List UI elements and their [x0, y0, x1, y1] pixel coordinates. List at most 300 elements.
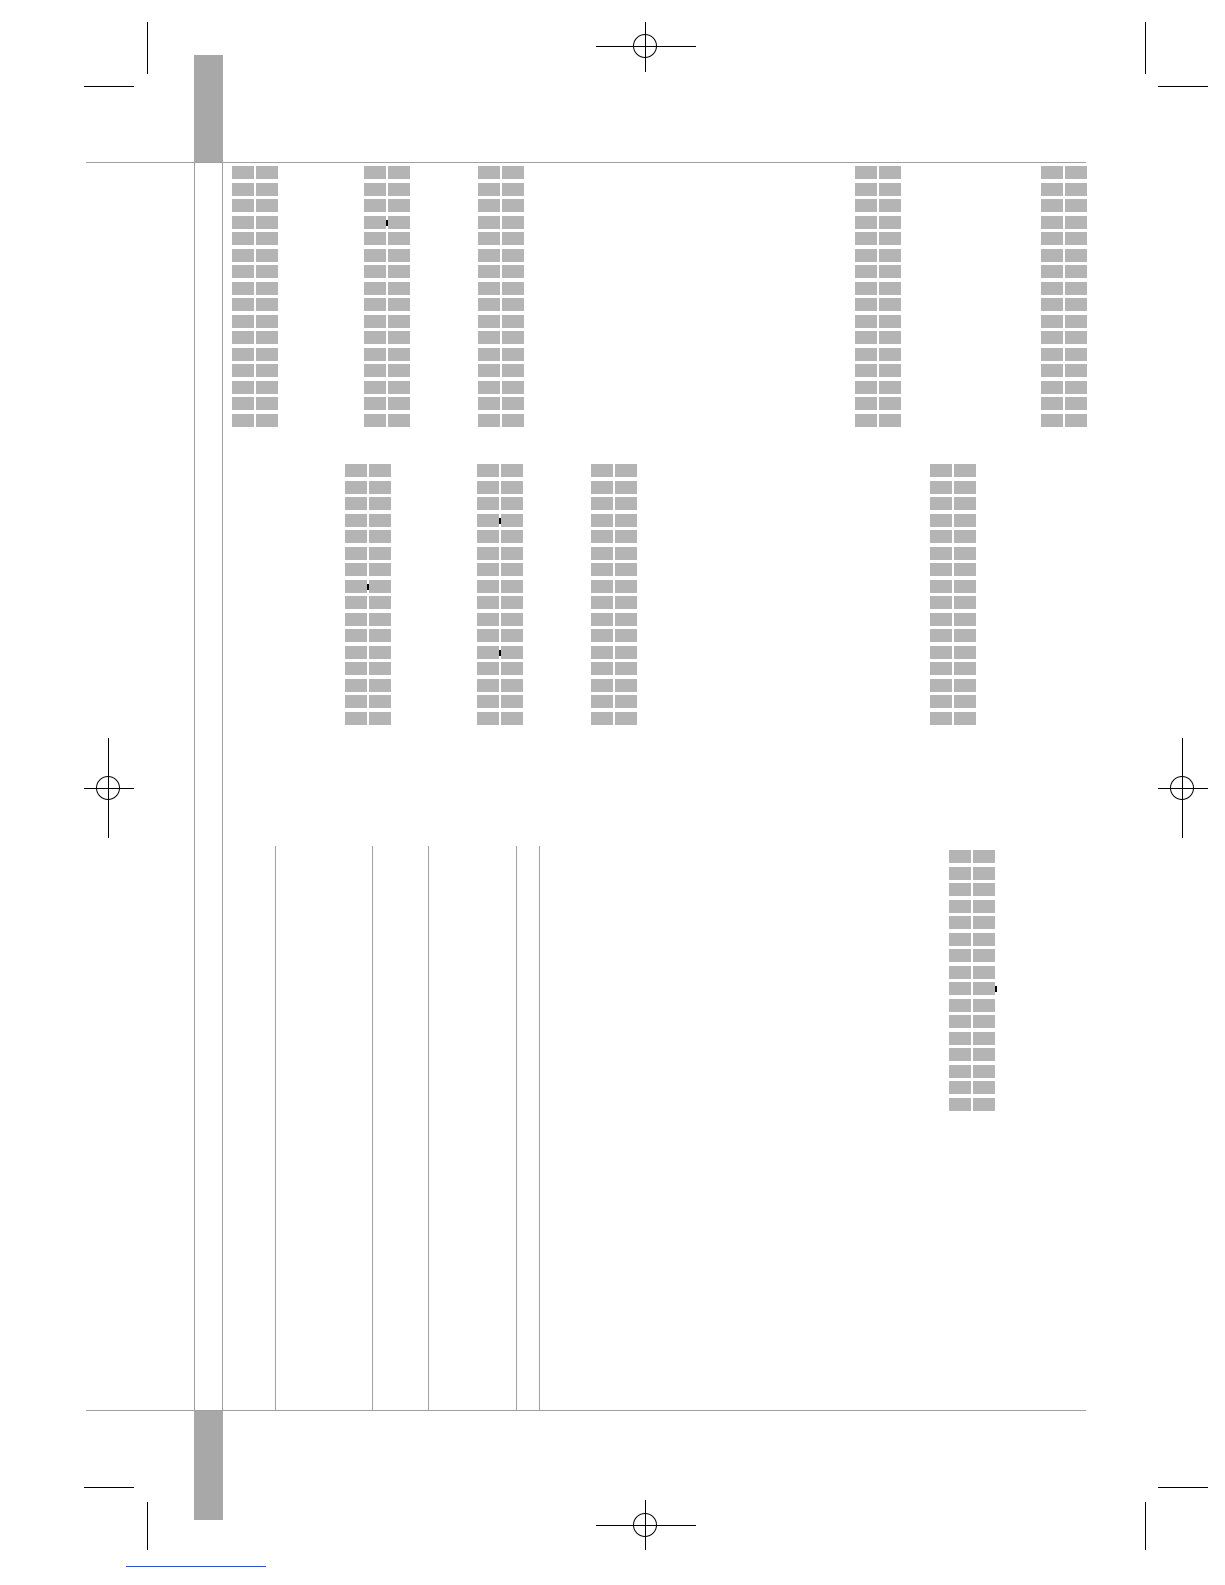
- glyph-block-row: [591, 646, 637, 659]
- glyph-block: [477, 646, 499, 659]
- glyph-block: [502, 315, 524, 328]
- glyph-block: [364, 282, 386, 295]
- table-column-rule: [428, 846, 429, 1410]
- glyph-block-row: [1041, 199, 1087, 212]
- glyph-block: [949, 949, 971, 962]
- glyph-block: [502, 331, 524, 344]
- glyph-block: [615, 646, 637, 659]
- crop-mark: [1158, 86, 1208, 87]
- glyph-block-row: [855, 298, 901, 311]
- glyph-block: [615, 679, 637, 692]
- glyph-block: [855, 265, 877, 278]
- glyph-block: [591, 662, 613, 675]
- glyph-block-row: [1041, 315, 1087, 328]
- glyph-block: [477, 679, 499, 692]
- glyph-block-row: [1041, 265, 1087, 278]
- glyph-block-row: [1041, 216, 1087, 229]
- glyph-block: [1041, 414, 1063, 427]
- glyph-block: [591, 464, 613, 477]
- glyph-block-column: [477, 464, 523, 728]
- glyph-block: [478, 199, 500, 212]
- glyph-block-row: [855, 364, 901, 377]
- glyph-block: [1041, 364, 1063, 377]
- glyph-block: [930, 629, 952, 642]
- glyph-block: [345, 712, 367, 725]
- glyph-block: [930, 580, 952, 593]
- glyph-block: [1065, 183, 1087, 196]
- glyph-block-row: [478, 331, 524, 344]
- glyph-block: [954, 563, 976, 576]
- glyph-block-row: [1041, 249, 1087, 262]
- glyph-block: [501, 646, 523, 659]
- glyph-block-row: [232, 331, 278, 344]
- glyph-block: [949, 867, 971, 880]
- glyph-block: [345, 580, 367, 593]
- glyph-block: [879, 381, 901, 394]
- glyph-block-row: [364, 183, 410, 196]
- glyph-block-row: [232, 397, 278, 410]
- glyph-block: [364, 397, 386, 410]
- glyph-block: [478, 298, 500, 311]
- glyph-block-row: [930, 547, 976, 560]
- glyph-block: [1041, 183, 1063, 196]
- glyph-block-row: [477, 580, 523, 593]
- glyph-block: [615, 530, 637, 543]
- glyph-block: [591, 596, 613, 609]
- glyph-block: [954, 530, 976, 543]
- glyph-block: [591, 497, 613, 510]
- glyph-block-row: [345, 547, 391, 560]
- glyph-block: [930, 596, 952, 609]
- glyph-block: [954, 662, 976, 675]
- glyph-block-row: [1041, 298, 1087, 311]
- glyph-block: [615, 580, 637, 593]
- glyph-block: [591, 481, 613, 494]
- glyph-block: [478, 282, 500, 295]
- glyph-block: [364, 315, 386, 328]
- glyph-block-column: [345, 464, 391, 728]
- glyph-block-row: [477, 530, 523, 543]
- glyph-block-row: [1041, 166, 1087, 179]
- glyph-block: [973, 1065, 995, 1078]
- glyph-block: [954, 596, 976, 609]
- glyph-block-row: [591, 662, 637, 675]
- glyph-block-row: [477, 679, 523, 692]
- glyph-block: [949, 1048, 971, 1061]
- glyph-block-row: [591, 547, 637, 560]
- glyph-block: [879, 282, 901, 295]
- glyph-block: [501, 580, 523, 593]
- glyph-block: [973, 1098, 995, 1111]
- glyph-block: [364, 183, 386, 196]
- glyph-block: [954, 695, 976, 708]
- glyph-block: [345, 464, 367, 477]
- glyph-block: [232, 381, 254, 394]
- glyph-block-row: [478, 397, 524, 410]
- glyph-block-column: [364, 166, 410, 430]
- glyph-block-row: [949, 1015, 995, 1028]
- glyph-block: [949, 850, 971, 863]
- glyph-block-row: [345, 629, 391, 642]
- glyph-block: [501, 613, 523, 626]
- glyph-block-row: [364, 381, 410, 394]
- glyph-block: [879, 232, 901, 245]
- crop-mark: [84, 86, 134, 87]
- glyph-block: [478, 348, 500, 361]
- glyph-block: [369, 662, 391, 675]
- glyph-block: [855, 414, 877, 427]
- glyph-block: [256, 348, 278, 361]
- glyph-block: [930, 547, 952, 560]
- glyph-block: [1065, 232, 1087, 245]
- glyph-block-row: [364, 315, 410, 328]
- glyph-block: [502, 381, 524, 394]
- bottom-gray-tab: [194, 1411, 223, 1520]
- glyph-block-row: [232, 166, 278, 179]
- glyph-block-row: [478, 315, 524, 328]
- glyph-block: [232, 315, 254, 328]
- glyph-block-row: [478, 265, 524, 278]
- glyph-block: [502, 364, 524, 377]
- glyph-block: [232, 397, 254, 410]
- glyph-block: [369, 514, 391, 527]
- glyph-block-row: [855, 381, 901, 394]
- glyph-block-row: [364, 199, 410, 212]
- glyph-block: [591, 563, 613, 576]
- crop-mark: [1145, 1502, 1146, 1550]
- glyph-block-row: [591, 712, 637, 725]
- glyph-block: [615, 613, 637, 626]
- glyph-block: [388, 216, 410, 229]
- glyph-block: [502, 166, 524, 179]
- glyph-block-row: [477, 547, 523, 560]
- glyph-block: [879, 249, 901, 262]
- glyph-block-row: [949, 982, 995, 995]
- glyph-block-row: [478, 183, 524, 196]
- glyph-block: [369, 481, 391, 494]
- glyph-block: [949, 999, 971, 1012]
- glyph-block: [501, 530, 523, 543]
- glyph-block: [256, 216, 278, 229]
- glyph-block: [930, 530, 952, 543]
- glyph-block-row: [345, 662, 391, 675]
- glyph-block: [954, 679, 976, 692]
- glyph-block: [1065, 298, 1087, 311]
- glyph-block-row: [949, 1098, 995, 1111]
- glyph-block-row: [930, 695, 976, 708]
- glyph-block: [1041, 216, 1063, 229]
- glyph-block-row: [345, 646, 391, 659]
- glyph-block-row: [591, 563, 637, 576]
- glyph-block: [364, 331, 386, 344]
- glyph-block: [477, 481, 499, 494]
- glyph-block: [364, 298, 386, 311]
- glyph-block-row: [591, 481, 637, 494]
- glyph-block: [591, 646, 613, 659]
- glyph-block: [954, 464, 976, 477]
- glyph-block-row: [949, 949, 995, 962]
- glyph-block-row: [855, 282, 901, 295]
- glyph-block-row: [345, 596, 391, 609]
- colon-mark: [499, 650, 501, 656]
- glyph-block: [1065, 381, 1087, 394]
- glyph-block: [369, 613, 391, 626]
- glyph-block: [256, 364, 278, 377]
- left-margin-rule: [194, 162, 195, 1411]
- glyph-block: [855, 183, 877, 196]
- glyph-block: [477, 712, 499, 725]
- glyph-block: [949, 1065, 971, 1078]
- glyph-block-row: [232, 232, 278, 245]
- glyph-block-row: [345, 613, 391, 626]
- glyph-block: [879, 216, 901, 229]
- glyph-block: [232, 348, 254, 361]
- glyph-block-row: [477, 596, 523, 609]
- glyph-block: [502, 216, 524, 229]
- glyph-block: [1065, 166, 1087, 179]
- top-rule: [86, 162, 1086, 163]
- glyph-block: [973, 1081, 995, 1094]
- crop-mark: [1145, 22, 1146, 74]
- glyph-block: [855, 282, 877, 295]
- glyph-block-row: [930, 464, 976, 477]
- glyph-block-row: [930, 596, 976, 609]
- glyph-block: [369, 679, 391, 692]
- glyph-block: [345, 530, 367, 543]
- glyph-block-row: [345, 679, 391, 692]
- glyph-block: [478, 397, 500, 410]
- glyph-block: [369, 596, 391, 609]
- glyph-block: [478, 331, 500, 344]
- glyph-block-row: [855, 331, 901, 344]
- glyph-block: [501, 563, 523, 576]
- glyph-block: [855, 315, 877, 328]
- glyph-block-row: [855, 216, 901, 229]
- glyph-block: [232, 364, 254, 377]
- glyph-block-row: [232, 348, 278, 361]
- glyph-block: [930, 679, 952, 692]
- glyph-block: [364, 348, 386, 361]
- glyph-block: [1065, 315, 1087, 328]
- glyph-block: [256, 381, 278, 394]
- glyph-block: [949, 916, 971, 929]
- glyph-block-column: [930, 464, 976, 728]
- glyph-block-row: [478, 414, 524, 427]
- glyph-block: [855, 216, 877, 229]
- glyph-block-row: [232, 199, 278, 212]
- glyph-block: [345, 596, 367, 609]
- crop-mark: [1158, 1487, 1208, 1488]
- glyph-block-row: [477, 695, 523, 708]
- registration-mark-circle: [1170, 776, 1194, 800]
- glyph-block-row: [949, 999, 995, 1012]
- glyph-block-row: [949, 850, 995, 863]
- glyph-block: [369, 497, 391, 510]
- glyph-block: [973, 867, 995, 880]
- glyph-block-row: [949, 1048, 995, 1061]
- glyph-block-row: [591, 514, 637, 527]
- glyph-block-row: [364, 166, 410, 179]
- glyph-block: [949, 1032, 971, 1045]
- glyph-block: [364, 414, 386, 427]
- glyph-block-row: [364, 282, 410, 295]
- glyph-block: [930, 662, 952, 675]
- glyph-block-row: [930, 481, 976, 494]
- glyph-block: [369, 695, 391, 708]
- glyph-block-row: [477, 464, 523, 477]
- colon-mark: [367, 584, 369, 590]
- glyph-block: [345, 679, 367, 692]
- glyph-block: [1041, 249, 1063, 262]
- glyph-block-row: [345, 497, 391, 510]
- glyph-block: [501, 629, 523, 642]
- glyph-block: [369, 580, 391, 593]
- glyph-block: [973, 916, 995, 929]
- glyph-block-row: [478, 166, 524, 179]
- glyph-block-row: [477, 514, 523, 527]
- glyph-block: [502, 348, 524, 361]
- glyph-block: [930, 481, 952, 494]
- glyph-block: [879, 183, 901, 196]
- glyph-block: [615, 695, 637, 708]
- glyph-block-row: [930, 646, 976, 659]
- glyph-block: [591, 695, 613, 708]
- glyph-block: [949, 900, 971, 913]
- glyph-block: [364, 381, 386, 394]
- glyph-block: [345, 563, 367, 576]
- glyph-block-row: [1041, 232, 1087, 245]
- glyph-block: [973, 933, 995, 946]
- glyph-block: [1041, 381, 1063, 394]
- glyph-block: [1065, 199, 1087, 212]
- glyph-block: [364, 364, 386, 377]
- glyph-block: [477, 464, 499, 477]
- glyph-block: [388, 348, 410, 361]
- glyph-block: [256, 232, 278, 245]
- glyph-block: [1065, 265, 1087, 278]
- glyph-block-row: [232, 249, 278, 262]
- glyph-block: [855, 249, 877, 262]
- glyph-block: [591, 580, 613, 593]
- glyph-block-row: [855, 232, 901, 245]
- glyph-block: [949, 966, 971, 979]
- glyph-block: [364, 232, 386, 245]
- glyph-block: [591, 530, 613, 543]
- glyph-block-row: [478, 348, 524, 361]
- glyph-block: [256, 298, 278, 311]
- glyph-block-row: [1041, 348, 1087, 361]
- table-column-rule: [275, 846, 276, 1410]
- glyph-block-row: [478, 199, 524, 212]
- glyph-block: [345, 646, 367, 659]
- colon-mark: [386, 220, 388, 226]
- glyph-block: [477, 547, 499, 560]
- glyph-block-row: [855, 414, 901, 427]
- glyph-block-row: [949, 1081, 995, 1094]
- glyph-block: [879, 265, 901, 278]
- glyph-block: [855, 331, 877, 344]
- glyph-block-row: [345, 712, 391, 725]
- glyph-block-row: [478, 364, 524, 377]
- glyph-block: [615, 547, 637, 560]
- glyph-block: [591, 613, 613, 626]
- glyph-block: [478, 216, 500, 229]
- glyph-block: [232, 414, 254, 427]
- glyph-block-row: [930, 613, 976, 626]
- glyph-block: [388, 364, 410, 377]
- glyph-block-row: [477, 646, 523, 659]
- glyph-block: [954, 514, 976, 527]
- glyph-block: [388, 265, 410, 278]
- glyph-block-row: [949, 916, 995, 929]
- glyph-block: [369, 646, 391, 659]
- glyph-block: [973, 1015, 995, 1028]
- glyph-block: [502, 249, 524, 262]
- glyph-block-row: [930, 679, 976, 692]
- glyph-block: [345, 613, 367, 626]
- glyph-block: [232, 199, 254, 212]
- glyph-block-row: [364, 331, 410, 344]
- glyph-block: [615, 629, 637, 642]
- glyph-block: [501, 662, 523, 675]
- glyph-block: [501, 712, 523, 725]
- glyph-block: [502, 414, 524, 427]
- glyph-block: [879, 298, 901, 311]
- glyph-block-row: [949, 867, 995, 880]
- glyph-block: [232, 183, 254, 196]
- glyph-block: [879, 364, 901, 377]
- glyph-block: [930, 464, 952, 477]
- glyph-block: [232, 331, 254, 344]
- glyph-block: [478, 381, 500, 394]
- glyph-block-row: [930, 530, 976, 543]
- glyph-block: [954, 712, 976, 725]
- glyph-block-row: [591, 497, 637, 510]
- glyph-block: [855, 364, 877, 377]
- glyph-block: [369, 547, 391, 560]
- glyph-block: [1065, 397, 1087, 410]
- glyph-block: [477, 530, 499, 543]
- glyph-block-row: [949, 900, 995, 913]
- glyph-block-row: [364, 216, 410, 229]
- glyph-block-row: [232, 183, 278, 196]
- glyph-block: [973, 949, 995, 962]
- glyph-block: [930, 563, 952, 576]
- glyph-block: [501, 695, 523, 708]
- glyph-block-row: [949, 966, 995, 979]
- glyph-block: [949, 933, 971, 946]
- glyph-block-row: [855, 315, 901, 328]
- glyph-block: [879, 166, 901, 179]
- glyph-block: [949, 1015, 971, 1028]
- glyph-block: [369, 712, 391, 725]
- footer-underline: [126, 1566, 266, 1567]
- glyph-block: [388, 166, 410, 179]
- glyph-block: [256, 315, 278, 328]
- glyph-block-row: [1041, 282, 1087, 295]
- glyph-block-column: [478, 166, 524, 430]
- glyph-block-row: [478, 298, 524, 311]
- glyph-block: [954, 497, 976, 510]
- glyph-block: [388, 232, 410, 245]
- glyph-block: [591, 629, 613, 642]
- glyph-block: [879, 348, 901, 361]
- glyph-block-row: [855, 348, 901, 361]
- glyph-block-row: [232, 364, 278, 377]
- glyph-block: [345, 547, 367, 560]
- glyph-block: [930, 613, 952, 626]
- glyph-block: [615, 514, 637, 527]
